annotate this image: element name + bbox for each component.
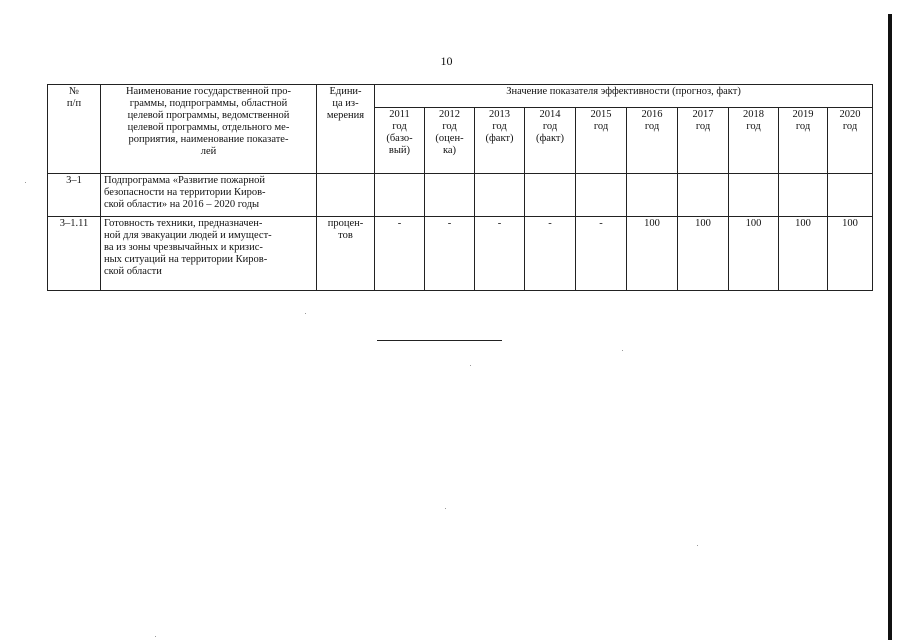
header-year-cell: 2017 год xyxy=(678,108,729,174)
row-name-cell: Готовность техники, предназначен- ной для эвакуации людей и имущест- ва из зоны чрезвычайных и кризис- ных ситуаций на территории Киров- ской области xyxy=(101,217,317,291)
row-value-cell: - xyxy=(525,217,576,291)
header-year-cell: 2012 год (оцен- ка) xyxy=(425,108,475,174)
row-value-cell: - xyxy=(425,217,475,291)
row-value-cell xyxy=(475,174,525,217)
header-year-cell: 2015 год xyxy=(576,108,627,174)
row-value-cell: - xyxy=(375,217,425,291)
row-value-cell: 100 xyxy=(828,217,873,291)
row-value-cell xyxy=(828,174,873,217)
row-value-cell xyxy=(627,174,678,217)
table-row-indicator xyxy=(48,217,873,291)
row-unit-cell xyxy=(317,174,375,217)
closing-rule-line xyxy=(377,340,502,341)
header-year-cell: 2019 год xyxy=(779,108,828,174)
table-row-subprogram xyxy=(48,174,873,217)
row-value-cell: - xyxy=(475,217,525,291)
row-value-cell xyxy=(425,174,475,217)
header-unit-cell: Едини- ца из- мерения xyxy=(317,85,375,174)
scan-speck xyxy=(697,545,698,546)
header-year-cell: 2014 год (факт) xyxy=(525,108,576,174)
page-number: 10 xyxy=(440,54,453,68)
row-value-cell: 100 xyxy=(729,217,779,291)
row-unit-cell: процен- тов xyxy=(317,217,375,291)
row-value-cell: - xyxy=(576,217,627,291)
header-year-cell: 2013 год (факт) xyxy=(475,108,525,174)
header-year-cell: 2018 год xyxy=(729,108,779,174)
scan-edge-border xyxy=(888,14,892,640)
header-name-cell: Наименование государственной про- граммы, подпрограммы, областной целевой программы, ведомственной целевой программы, отдельного ме- роприятия, наименование показате- лей xyxy=(101,85,317,174)
scan-speck xyxy=(622,350,623,351)
header-values-group-cell: Значение показателя эффективности (прогноз, факт) xyxy=(375,85,873,108)
header-year-cell: 2020 год xyxy=(828,108,873,174)
scan-speck xyxy=(305,313,306,314)
row-number-cell: 3–1.11 xyxy=(48,217,101,291)
indicators-table xyxy=(47,84,873,291)
row-value-cell xyxy=(375,174,425,217)
row-value-cell: 100 xyxy=(627,217,678,291)
row-value-cell xyxy=(779,174,828,217)
scan-speck xyxy=(25,182,26,183)
header-row xyxy=(48,85,873,108)
scan-speck xyxy=(155,636,156,637)
row-value-cell xyxy=(678,174,729,217)
row-value-cell xyxy=(525,174,576,217)
header-year-cell: 2016 год xyxy=(627,108,678,174)
row-name-cell: Подпрограмма «Развитие пожарной безопасности на территории Киров- ской области» на 2016 – 2020 годы xyxy=(101,174,317,217)
scan-speck xyxy=(470,365,471,366)
scan-speck xyxy=(445,508,446,509)
row-value-cell xyxy=(576,174,627,217)
row-number-cell: 3–1 xyxy=(48,174,101,217)
row-value-cell: 100 xyxy=(779,217,828,291)
header-year-cell: 2011 год (базо- вый) xyxy=(375,108,425,174)
row-value-cell: 100 xyxy=(678,217,729,291)
header-number-cell: № п/п xyxy=(48,85,101,174)
row-value-cell xyxy=(729,174,779,217)
